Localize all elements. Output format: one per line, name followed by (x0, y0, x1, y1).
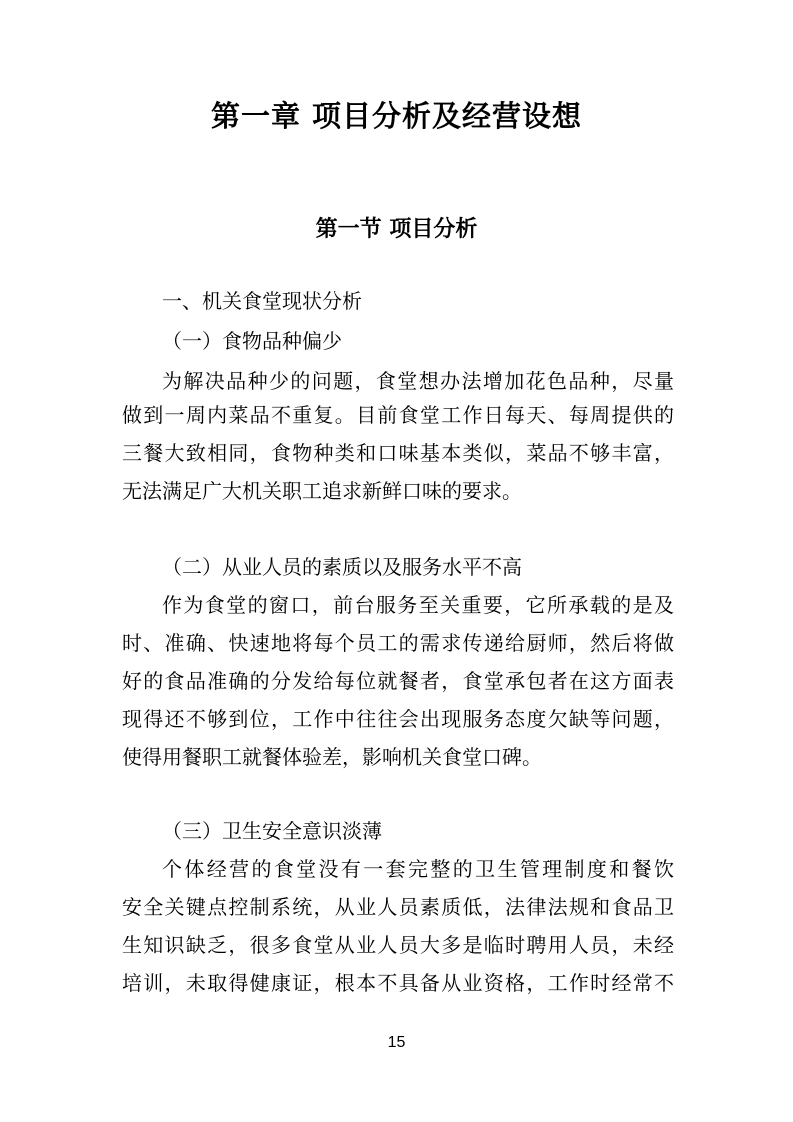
paragraph-line: 安全关键点控制系统，从业人员素质低，法律法规和食品卫 (122, 895, 674, 919)
page-number: 15 (387, 1034, 406, 1051)
paragraph-line: 为解决品种少的问题，食堂想办法增加花色品种，尽量 (162, 369, 674, 393)
heading-1: 一、机关食堂现状分析 (162, 289, 362, 313)
paragraph-line: 个体经营的食堂没有一套完整的卫生管理制度和餐饮 (162, 857, 674, 881)
subsection-3-title: （三）卫生安全意识淡薄 (162, 819, 382, 843)
subsection-1-title: （一）食物品种偏少 (162, 329, 342, 353)
paragraph-line: 现得还不够到位，工作中往往会出现服务态度欠缺等问题， (122, 707, 674, 731)
paragraph-line: 做到一周内菜品不重复。目前食堂工作日每天、每周提供的 (122, 403, 674, 427)
section-title: 第一节 项目分析 (315, 217, 478, 242)
paragraph-line: 无法满足广大机关职工追求新鲜口味的要求。 (122, 479, 522, 503)
paragraph-line: 培训，未取得健康证，根本不具备从业资格，工作时经常不 (122, 971, 674, 995)
paragraph-line: 好的食品准确的分发给每位就餐者，食堂承包者在这方面表 (122, 669, 674, 693)
paragraph-line: 作为食堂的窗口，前台服务至关重要，它所承载的是及 (162, 593, 674, 617)
chapter-title: 第一章 项目分析及经营设想 (210, 99, 583, 133)
paragraph-line: 三餐大致相同，食物种类和口味基本类似，菜品不够丰富， (122, 441, 674, 465)
paragraph-line: 使得用餐职工就餐体验差，影响机关食堂口碑。 (122, 745, 542, 769)
subsection-2-title: （二）从业人员的素质以及服务水平不高 (162, 555, 522, 579)
paragraph-line: 时、准确、快速地将每个员工的需求传递给厨师，然后将做 (122, 631, 674, 655)
paragraph-line: 生知识缺乏，很多食堂从业人员大多是临时聘用人员，未经 (122, 933, 674, 957)
